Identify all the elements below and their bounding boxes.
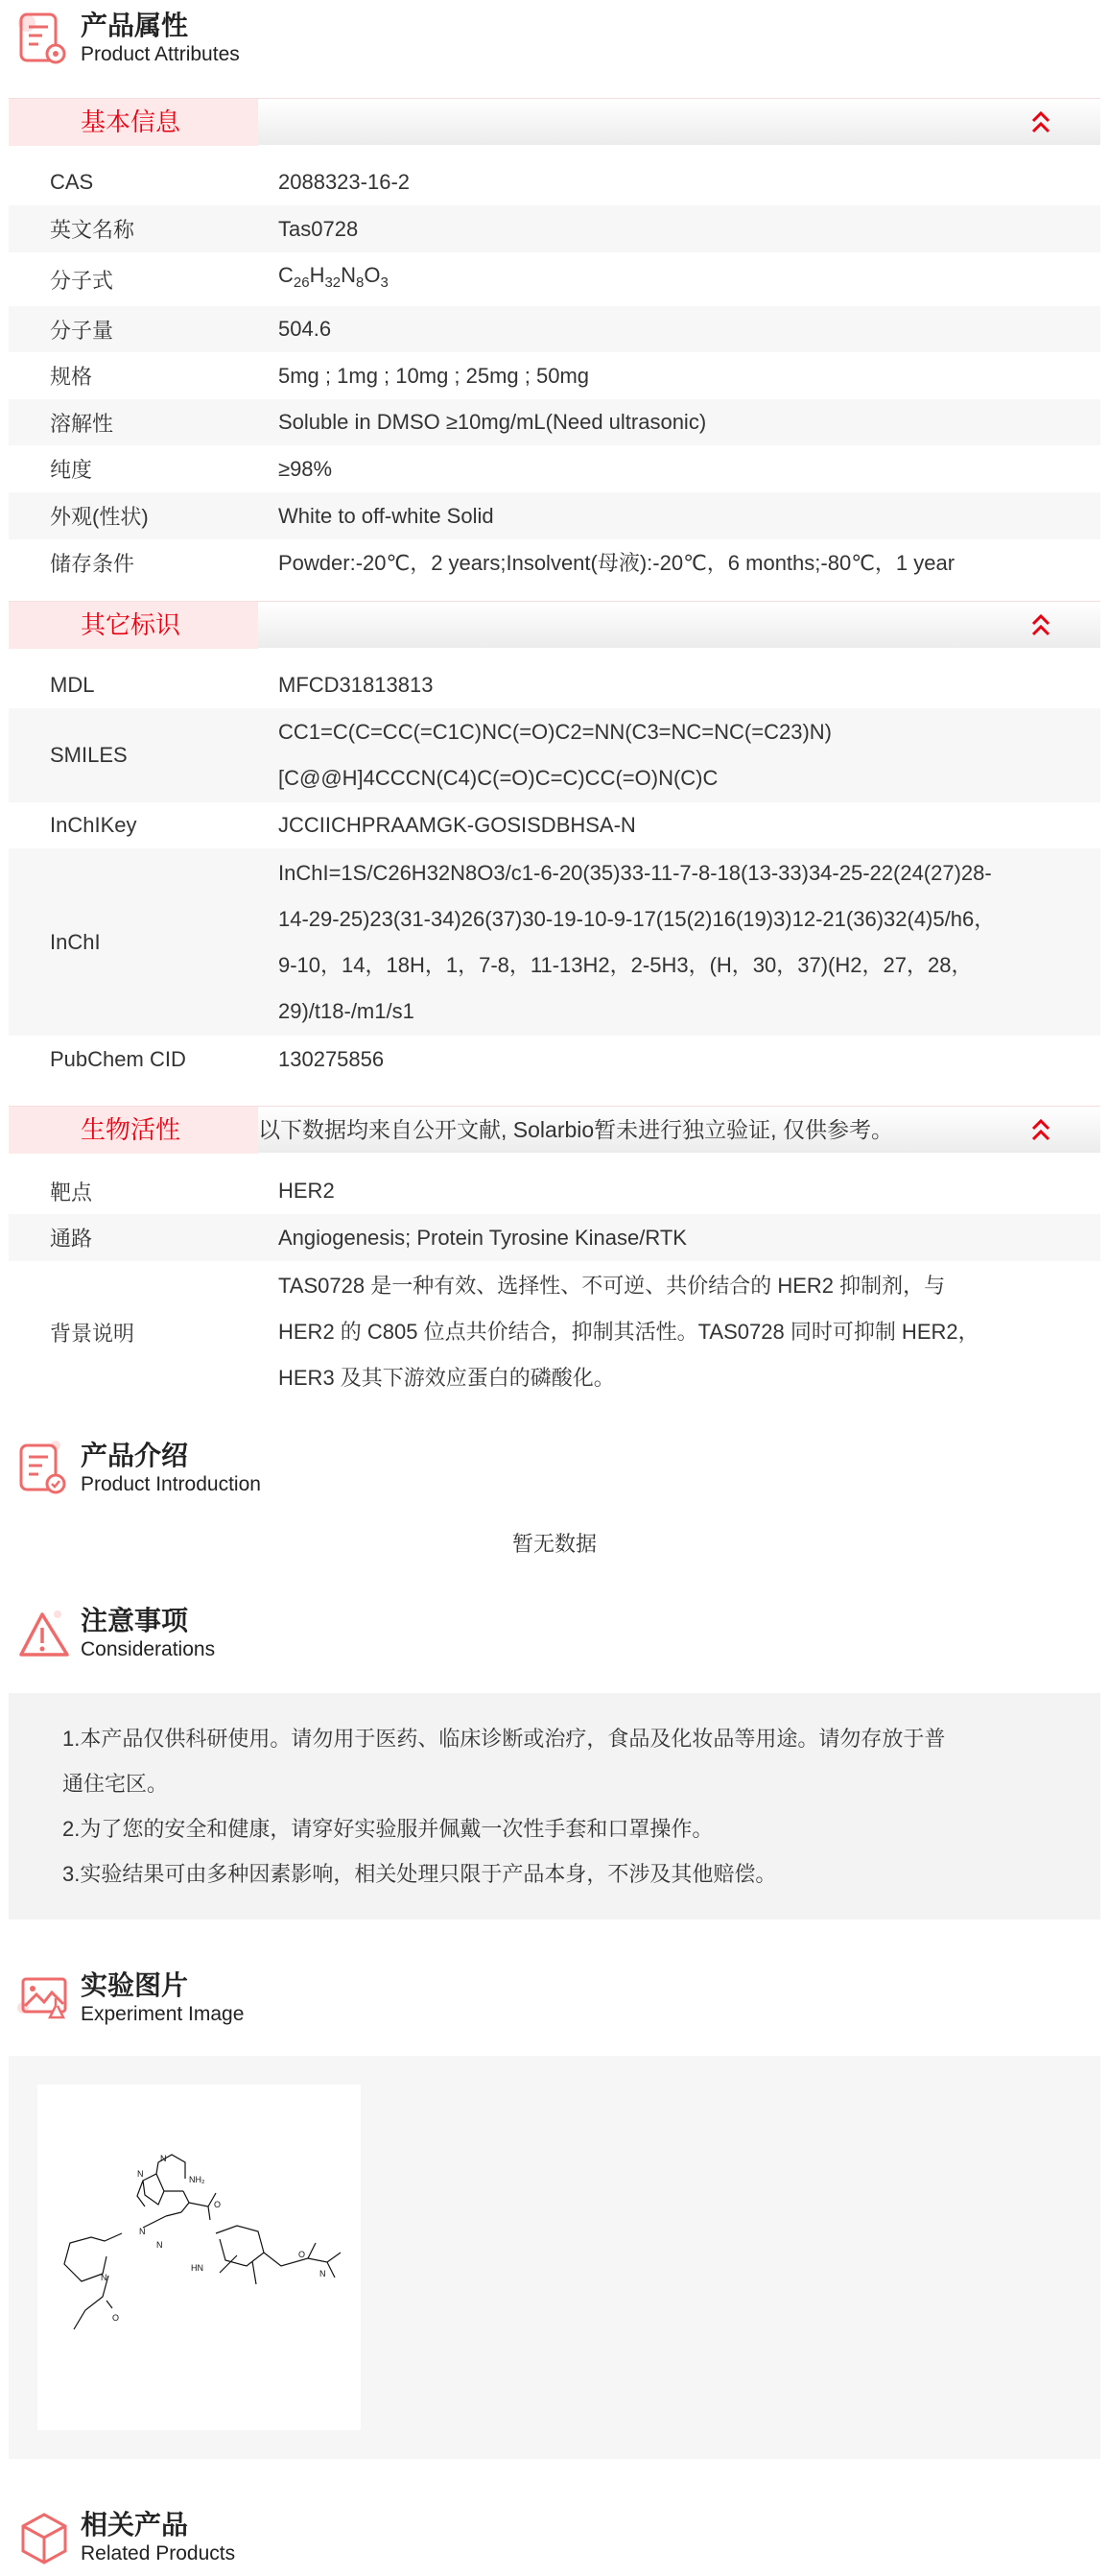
row-value: Angiogenesis; Protein Tyrosine Kinase/RTK xyxy=(278,1225,687,1250)
row-value: White to off-white Solid xyxy=(278,503,494,528)
value-line: InChI=1S/C26H32N8O3/c1-6-20(35)33-11-7-8-18(13-33)34-25-22(24(27)28- xyxy=(278,860,992,885)
table-row xyxy=(9,802,1100,848)
section-header-introduction xyxy=(17,1440,593,1507)
row-label: 储存条件 xyxy=(50,552,135,576)
table-row xyxy=(9,352,1100,399)
value-line: HER2 的 C805 位点共价结合，抑制其活性。TAS0728 同时可抑制 HER2， xyxy=(278,1320,979,1344)
consideration-line: 1.本产品仅供科研使用。请勿用于医药、临床诊断或治疗，食品及化妆品等用途。请勿存放于普 xyxy=(62,1727,946,1751)
table-row xyxy=(9,445,1100,492)
disclaimer-note: 以下数据均来自公开文献, Solarbio暂未进行独立验证, 仅供参考。 xyxy=(258,1117,893,1142)
atom-label: NH₂ xyxy=(189,2175,205,2184)
molecular-formula xyxy=(278,252,1081,306)
empty-state-text: 暂无数据 xyxy=(511,1532,597,1556)
warning-icon xyxy=(17,1605,71,1664)
section-header-considerations xyxy=(17,1605,593,1672)
table-row xyxy=(9,1036,1100,1084)
section-subtitle: Product Introduction xyxy=(81,1473,261,1495)
table-row xyxy=(9,306,1100,352)
section-title: 产品介绍 xyxy=(81,1441,189,1470)
value-line: TAS0728 是一种有效、选择性、不可逆、共价结合的 HER2 抑制剂，与 xyxy=(278,1274,946,1298)
row-value xyxy=(278,708,1081,802)
section-title: 注意事项 xyxy=(81,1606,189,1635)
section-title: 实验图片 xyxy=(81,1970,189,2000)
consideration-line: 3.实验结果可由多种因素影响，相关处理只限于产品本身，不涉及其他赔偿。 xyxy=(62,1862,777,1886)
row-value: Soluble in DMSO ≥10mg/mL(Need ultrasonic) xyxy=(278,410,707,434)
consideration-line: 2.为了您的安全和健康，请穿好实验服并佩戴一次性手套和口罩操作。 xyxy=(62,1817,714,1841)
table-row xyxy=(9,1261,1100,1403)
collapse-chevron-icon[interactable] xyxy=(1029,611,1052,638)
row-label: InChI xyxy=(50,929,101,954)
atom-label: N xyxy=(139,2227,146,2236)
atom-label: O xyxy=(214,2200,222,2209)
section-header-related xyxy=(17,2509,593,2576)
atom-label: N xyxy=(101,2273,107,2282)
section-subtitle: Related Products xyxy=(81,2542,236,2564)
row-value: HER2 xyxy=(278,1179,335,1203)
formula-text: $C_{26}H_{32}N_8O_3$ xyxy=(278,263,389,291)
value-line: [C@@H]4CCCN(C4)C(=O)C=C)CC(=O)N(C)C xyxy=(278,766,719,790)
section-subtitle: Experiment Image xyxy=(81,2003,245,2025)
row-label: 靶点 xyxy=(50,1180,93,1205)
row-value: 2088323-16-2 xyxy=(278,169,411,194)
row-label: SMILES xyxy=(50,743,128,767)
consideration-line: 通住宅区。 xyxy=(62,1772,169,1796)
atom-label: N xyxy=(160,2154,167,2163)
row-value: ≥98% xyxy=(278,456,333,481)
row-label: 规格 xyxy=(50,365,93,389)
basic-info-tab[interactable]: 基本信息 xyxy=(9,99,258,146)
row-label: 英文名称 xyxy=(50,218,135,242)
molecule-structure xyxy=(37,2085,361,2430)
collapse-chevron-icon[interactable] xyxy=(1029,108,1052,135)
bio-activity-bar[interactable] xyxy=(9,1106,1100,1153)
section-subtitle: Product Attributes xyxy=(81,43,240,65)
row-value: 504.6 xyxy=(278,317,332,341)
section-header-experiment xyxy=(17,1969,593,2037)
table-row xyxy=(9,848,1100,1036)
section-header-attributes xyxy=(17,10,593,77)
table-row xyxy=(9,1214,1100,1261)
row-value xyxy=(278,848,1081,1036)
table-row xyxy=(9,1168,1100,1214)
row-label: 通路 xyxy=(50,1227,93,1251)
experiment-image-panel xyxy=(9,2056,1100,2459)
table-row xyxy=(9,708,1100,802)
row-label: PubChem CID xyxy=(50,1047,186,1071)
bio-activity-tab[interactable]: 生物活性 xyxy=(9,1107,258,1154)
document-check-icon xyxy=(17,1440,71,1499)
row-label: 溶解性 xyxy=(50,411,114,436)
row-value: Powder:-20℃，2 years;Insolvent(母液):-20℃，6 months;-80℃，1 year xyxy=(278,550,956,575)
image-flask-icon xyxy=(17,1969,71,2029)
table-row xyxy=(9,399,1100,445)
atom-label: N xyxy=(137,2169,144,2179)
row-label: MDL xyxy=(50,673,95,697)
row-value: JCCIICHPRAAMGK-GOSISDBHSA-N xyxy=(278,813,636,837)
table-row xyxy=(9,492,1100,539)
basic-info-bar[interactable] xyxy=(9,98,1100,145)
table-row xyxy=(9,662,1100,708)
identifiers-bar[interactable] xyxy=(9,601,1100,648)
collapse-chevron-icon[interactable] xyxy=(1029,1116,1052,1143)
atom-label: N xyxy=(319,2269,326,2278)
atom-label: O xyxy=(112,2313,120,2323)
row-label: 外观(性状) xyxy=(50,505,149,529)
table-row xyxy=(9,158,1100,205)
identifiers-tab[interactable]: 其它标识 xyxy=(9,602,258,649)
table-row xyxy=(9,205,1100,252)
atom-label: O xyxy=(298,2250,306,2259)
row-value xyxy=(278,1261,1081,1403)
value-line: CC1=C(C=CC(=C1C)NC(=O)C2=NN(C3=NC=NC(=C23)N) xyxy=(278,720,832,744)
value-line: HER3 及其下游效应蛋白的磷酸化。 xyxy=(278,1366,615,1390)
atom-label: HN xyxy=(191,2263,203,2273)
atom-label: N xyxy=(156,2240,163,2250)
row-label: InChIKey xyxy=(50,813,137,837)
section-title: 相关产品 xyxy=(81,2510,189,2540)
row-label: 分子式 xyxy=(50,268,114,293)
table-row xyxy=(9,252,1100,306)
row-value: 5mg ; 1mg ; 10mg ; 25mg ; 50mg xyxy=(278,363,590,388)
row-value: Tas0728 xyxy=(278,216,359,241)
document-gear-icon xyxy=(17,10,71,69)
section-title: 产品属性 xyxy=(81,11,189,40)
table-row xyxy=(9,539,1100,586)
row-label: 分子量 xyxy=(50,318,114,343)
value-line: 14-29-25)23(31-34)26(37)30-19-10-9-17(15(2)16(19)3)12-21(36)32(4)5/h6， xyxy=(278,906,996,931)
section-subtitle: Considerations xyxy=(81,1638,216,1660)
row-value: MFCD31813813 xyxy=(278,673,434,697)
row-label: 纯度 xyxy=(50,458,93,482)
structure-image[interactable] xyxy=(37,2085,361,2430)
box-icon xyxy=(17,2509,71,2568)
row-label: CAS xyxy=(50,169,94,194)
value-line: 9-10，14，18H，1，7-8，11-13H2，2-5H3，(H，30，37)(H2，27，28， xyxy=(278,952,973,977)
considerations-box xyxy=(9,1693,1100,1920)
value-line: 29)/t18-/m1/s1 xyxy=(278,998,414,1023)
row-label: 背景说明 xyxy=(50,1321,135,1346)
row-value: 130275856 xyxy=(278,1047,385,1071)
